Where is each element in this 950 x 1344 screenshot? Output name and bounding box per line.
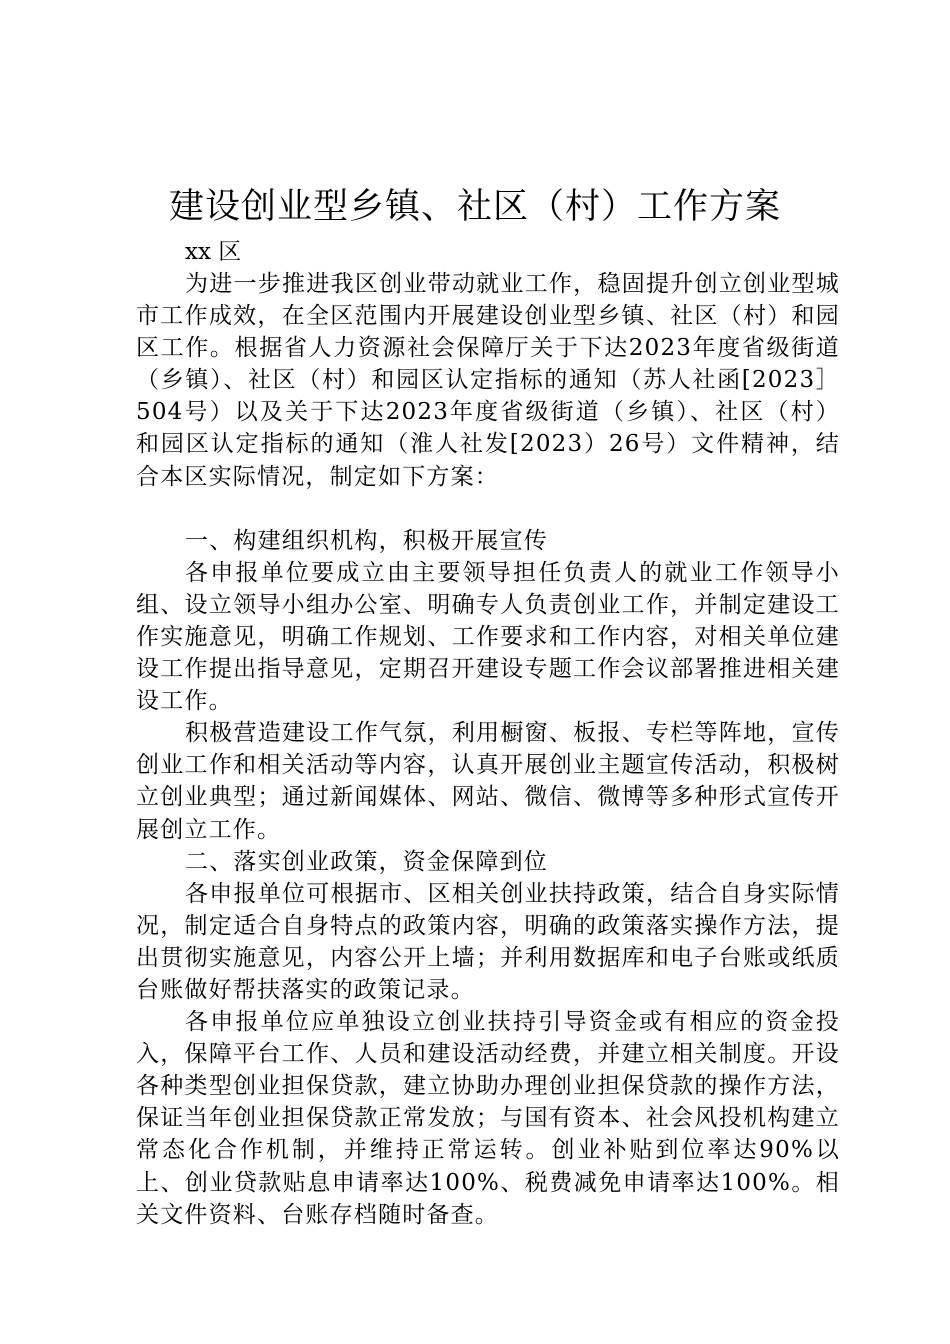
- section-heading-1: 一、构建组织机构，积极开展宣传: [185, 527, 548, 554]
- document-title: 建设创业型乡镇、社区（村）工作方案: [168, 187, 781, 227]
- section-1-paragraph-1: 各申报单位要成立由主要领导担任负责人的就业工作领导小组、设立领导小组办公室、明确专人负责创业工作，并制定建设工作实施意见，明确工作规划、工作要求和工作内容，对相关单位建设工作提出指导意见，定期召开建设专题工作会议部署推进相关建设工作。: [136, 559, 840, 715]
- section-2-paragraph-2: 各申报单位应单独设立创业扶持引导资金或有相应的资金投入，保障平台工作、人员和建设活动经费，并建立相关制度。开设各种类型创业担保贷款，建立协助办理创业担保贷款的操作方法，保证当年创业担保贷款正常发放；与国有资本、社会风投机构建立常态化合作机制，并维持正常运转。创业补贴到位率达90%以上、创业贷款贴息申请率达100%、税费减免申请率达100%。相关文件资料、台账存档随时备查。: [136, 1009, 840, 1228]
- document-body: [136, 268, 840, 1231]
- section-2-paragraph-1: 各申报单位可根据市、区相关创业扶持政策，结合自身实际情况，制定适合自身特点的政策内容，明确的政策落实操作方法，提出贯彻实施意见，内容公开上墙；并利用数据库和电子台账或纸质台账做好帮扶落实的政策记录。: [136, 880, 840, 1003]
- section-heading-2: 二、落实创业政策，资金保障到位: [185, 848, 548, 875]
- section-1-paragraph-2: 积极营造建设工作气氛，利用橱窗、板报、专栏等阵地，宣传创业工作和相关活动等内容，认真开展创业主题宣传活动，积极树立创业典型；通过新闻媒体、网站、微信、微博等多种形式宣传开展创立工作。: [136, 720, 840, 843]
- document-author: xx 区: [185, 239, 242, 265]
- intro-paragraph: 为进一步推进我区创业带动就业工作，稳固提升创立创业型城市工作成效，在全区范围内开展建设创业型乡镇、社区（村）和园区工作。根据省人力资源社会保障厅关于下达2023年度省级街道（乡镇）、社区（村）和园区认定指标的通知（苏人社函[2023］504号）以及关于下达2023年度省级街道（乡镇）、社区（村）和园区认定指标的通知（淮人社发[2023）26号）文件精神，结合本区实际情况，制定如下方案：: [136, 271, 840, 490]
